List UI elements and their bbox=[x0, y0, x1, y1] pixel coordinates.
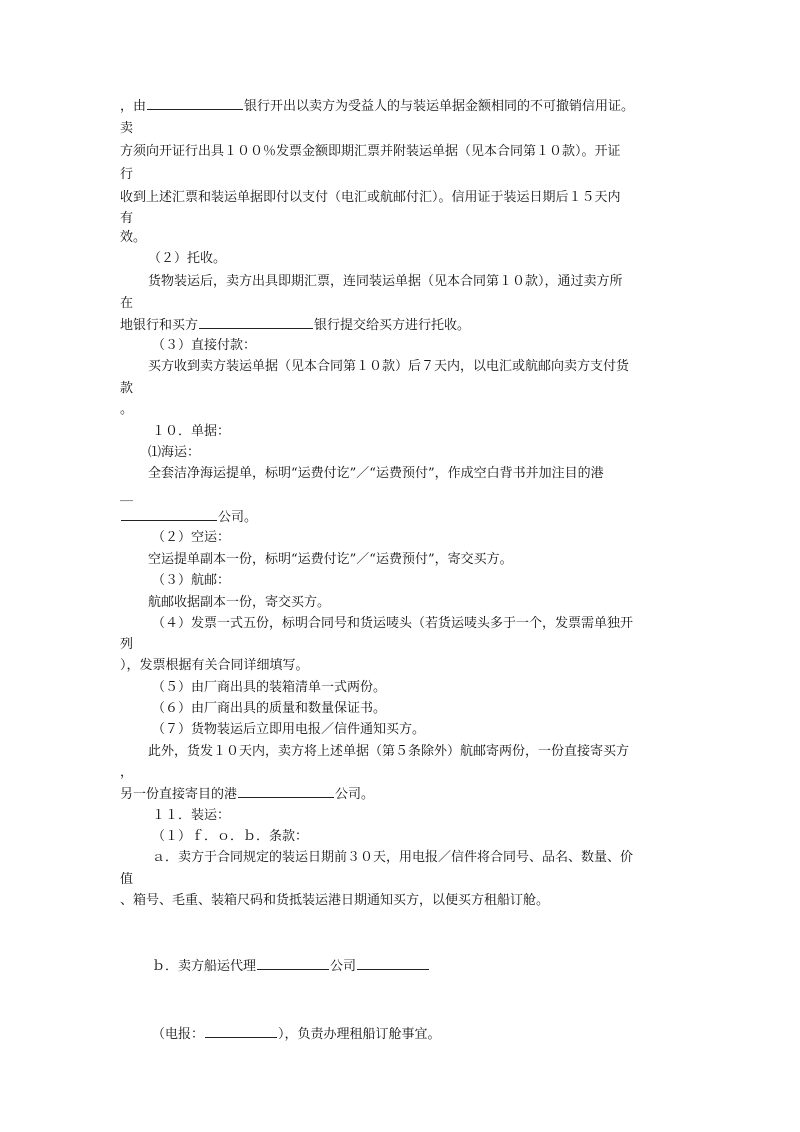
line-12: （３）直接付款： bbox=[152, 338, 257, 353]
line-33 bbox=[120, 783, 690, 805]
line-10: 在 bbox=[120, 296, 134, 311]
line-31: 此外，货发１０天内，卖方将上述单据（第５条除外）航邮寄两份，一份直接寄买方 bbox=[148, 744, 630, 759]
line-28: （５）由厂商出具的装箱清单一式两份。 bbox=[152, 680, 387, 695]
text: 地银行和买方 bbox=[120, 318, 199, 333]
text: 银行开出以卖方为受益人的与装运单据金额相同的不可撤销信用证。 bbox=[244, 99, 635, 114]
line-16: １０．单据： bbox=[152, 424, 231, 439]
line-5: 收到上述汇票和装运单据即付以支付（电汇或航邮付汇）。信用证于装运日期后１５天内 bbox=[120, 190, 621, 205]
line-4: 行 bbox=[120, 167, 134, 182]
line-2: 卖 bbox=[120, 121, 134, 136]
line-6: 有 bbox=[120, 211, 134, 226]
line-9: 货物装运后，卖方出具即期汇票，连同装运单据（见本合同第１０款），通过卖方所 bbox=[148, 274, 623, 289]
line-39 bbox=[152, 955, 722, 977]
line-17: ⑴海运： bbox=[148, 445, 201, 460]
text: 公司。 bbox=[335, 787, 375, 802]
line-15: 。 bbox=[120, 402, 134, 417]
blank-field bbox=[238, 783, 334, 798]
line-14: 款 bbox=[120, 381, 134, 396]
blank-field bbox=[121, 506, 217, 521]
line-38: 、箱号、毛重、装箱尺码和货抵装运港日期通知买方，以便买方租船订舱。 bbox=[120, 893, 550, 908]
line-24: 航邮收据副本一份，寄交买方。 bbox=[148, 595, 331, 610]
text: 公司。 bbox=[218, 510, 258, 525]
line-36: ａ．卖方于合同规定的装运日期前３０天，用电报／信件将合同号、品名、数量、价 bbox=[152, 850, 634, 865]
text: ，由 bbox=[120, 99, 147, 114]
line-7: 效。 bbox=[120, 230, 147, 245]
line-13: 买方收到卖方装运单据（见本合同第１０款）后７天内，以电汇或航邮向卖方支付货 bbox=[148, 359, 630, 374]
text: ），负责办理租船订舱事宜。 bbox=[278, 1027, 441, 1042]
text: 银行提交给买方进行托收。 bbox=[314, 318, 471, 333]
line-3: 方须向开证行出具１００％发票金额即期汇票并附装运单据（见本合同第１０款）。开证 bbox=[120, 144, 621, 159]
line-27: ），发票根据有关合同详细填写。 bbox=[120, 658, 309, 673]
line-20 bbox=[120, 506, 690, 528]
line-29: （６）由厂商出具的质量和数量保证书。 bbox=[152, 701, 387, 716]
blank-field bbox=[357, 955, 429, 970]
line-1 bbox=[120, 95, 690, 117]
line-21: （２）空运： bbox=[152, 530, 231, 545]
line-22: 空运提单副本一份，标明“运费付讫”／“运费预付”，寄交买方。 bbox=[148, 552, 513, 567]
line-18: 全套洁净海运提单，标明“运费付讫”／“运费预付”，作成空白背书并加注目的港 bbox=[148, 466, 604, 481]
line-11 bbox=[120, 314, 690, 336]
line-35: （１）ｆ．ｏ．ｂ．条款： bbox=[152, 829, 309, 844]
blank-field bbox=[257, 955, 329, 970]
blank-field bbox=[205, 1023, 277, 1038]
blank-field bbox=[199, 314, 313, 329]
line-19: __ bbox=[120, 487, 133, 502]
line-8: （２）托收。 bbox=[148, 251, 227, 266]
line-30: （７）货物装运后立即用电报／信件通知买方。 bbox=[152, 722, 426, 737]
line-40 bbox=[152, 1023, 722, 1045]
blank-field bbox=[147, 95, 243, 110]
line-26: 列 bbox=[120, 637, 134, 652]
text: ｂ．卖方船运代理 bbox=[152, 959, 257, 974]
line-23: （３）航邮： bbox=[152, 573, 231, 588]
line-25: （４）发票一式五份，标明合同号和货运唛头（若货运唛头多于一个，发票需单独开 bbox=[152, 616, 634, 631]
text: 另一份直接寄目的港 bbox=[120, 787, 238, 802]
line-34: １１．装运： bbox=[152, 808, 231, 823]
line-32: ， bbox=[120, 765, 134, 780]
text: 公司 bbox=[330, 959, 357, 974]
text: （电报： bbox=[152, 1027, 205, 1042]
line-37: 值 bbox=[120, 872, 134, 887]
